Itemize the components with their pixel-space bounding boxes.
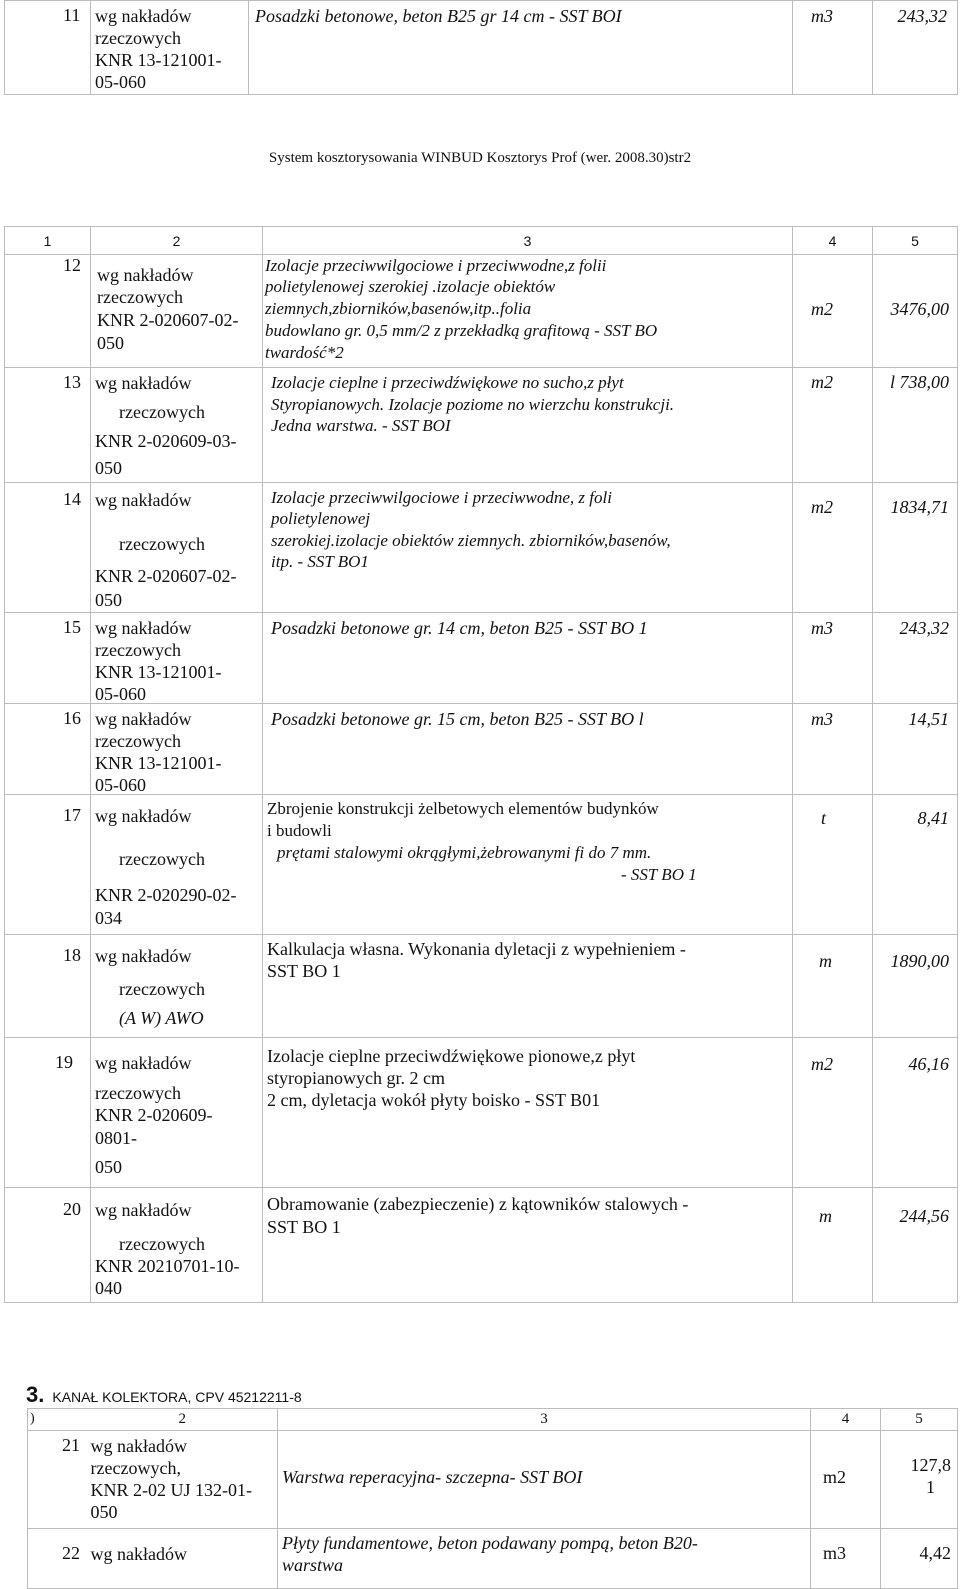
source-line: rzeczowych xyxy=(119,979,205,999)
source-cell xyxy=(91,1,249,95)
source-line: wg nakładów xyxy=(97,265,194,285)
unit-cell xyxy=(793,1,873,95)
lp: 17 xyxy=(63,805,81,825)
lp: 15 xyxy=(63,617,81,637)
quantity: l 738,00 xyxy=(889,372,949,392)
description-line: prętami stalowymi okrągłymi,żebrowanymi fi do 7 mm. xyxy=(277,843,652,862)
unit: m xyxy=(819,1206,832,1226)
source-line: 040 xyxy=(95,1278,122,1298)
source-line: wg nakładów xyxy=(90,1544,187,1564)
source-line: rzeczowych xyxy=(119,534,205,554)
unit: m2 xyxy=(811,497,833,517)
source-line: wg nakładów xyxy=(95,1200,192,1220)
column-header: 4 xyxy=(828,233,837,249)
source-line: 050 xyxy=(95,1157,122,1177)
source-line: wg nakładów xyxy=(95,490,192,510)
description-line: 2 cm, dyletacja wokół płyty boisko - SST B01 xyxy=(267,1090,601,1110)
source-line: KNR 13-121001- xyxy=(95,753,222,773)
table-row xyxy=(5,1188,958,1303)
source-line: 05-060 xyxy=(95,72,146,92)
description-line: polietylenowej xyxy=(271,509,371,528)
column-header: 3 xyxy=(540,1411,548,1427)
lp: 21 xyxy=(62,1435,80,1455)
source-line: 050 xyxy=(95,458,122,478)
column-header: 4 xyxy=(841,1411,850,1427)
source-line: KNR 2-020609- xyxy=(95,1105,213,1125)
description-line: szerokiej.izolacje obiektów ziemnych. zbiorników,basenów, xyxy=(271,531,671,550)
lp: 14 xyxy=(63,489,81,509)
description-cell xyxy=(249,1,793,95)
description-line: Jedna warstwa. - SST BOI xyxy=(271,416,451,435)
quantity: 8,41 xyxy=(917,808,949,828)
lp: 11 xyxy=(63,5,81,25)
column-header: 1 xyxy=(43,233,52,249)
quantity: 127,8 xyxy=(910,1455,951,1475)
source-line: rzeczowych xyxy=(95,28,181,48)
quantity: 243,32 xyxy=(897,6,947,26)
source-line: 050 xyxy=(95,590,122,610)
description-line: - SST BO 1 xyxy=(621,865,697,884)
table-header-row xyxy=(28,1409,958,1431)
source-line: 050 xyxy=(90,1502,118,1522)
source-line: rzeczowych, xyxy=(90,1458,181,1478)
table-row xyxy=(28,1431,958,1529)
unit: m2 xyxy=(811,372,833,392)
top-row-table xyxy=(4,0,958,95)
table-row xyxy=(5,935,958,1038)
source-line: rzeczowych xyxy=(97,287,183,307)
description-line: warstwa xyxy=(282,1555,344,1575)
description-line: Izolacje przeciwwilgociowe i przeciwwodne,z folii xyxy=(265,256,607,275)
source-line: rzeczowych xyxy=(95,640,181,660)
table-row xyxy=(5,1038,958,1188)
unit: t xyxy=(821,808,827,828)
description-line: Kalkulacja własna. Wykonania dyletacji z wypełnieniem - xyxy=(267,939,686,959)
source-line: wg nakładów xyxy=(95,6,192,26)
column-header: 5 xyxy=(915,1411,923,1427)
quantity: 14,51 xyxy=(908,709,949,729)
table-row xyxy=(28,1529,958,1589)
source-line: KNR 2-020607-02- xyxy=(95,566,237,586)
section-title: KANAŁ KOLEKTORA, CPV 45212211-8 xyxy=(52,1389,302,1405)
source-line: 050 xyxy=(97,333,124,353)
source-line: KNR 13-121001- xyxy=(95,662,222,682)
source-line: KNR 2-02 UJ 132-01- xyxy=(90,1480,252,1500)
lp: 19 xyxy=(55,1052,73,1072)
source-line: wg nakładów xyxy=(95,373,192,393)
lp: 18 xyxy=(63,945,81,965)
page-header: System kosztorysowania WINBUD Kosztorys Prof (wer. 2008.30)str2 xyxy=(268,150,692,166)
description-line: Obramowanie (zabezpieczenie) z kątowników stalowych - xyxy=(267,1194,689,1214)
quantity: 4,42 xyxy=(919,1543,951,1563)
unit: m3 xyxy=(811,6,833,26)
lp: 20 xyxy=(63,1199,81,1219)
quantity: 3476,00 xyxy=(890,299,949,319)
column-header: 5 xyxy=(911,233,919,249)
table-row xyxy=(5,368,958,483)
description-line: Zbrojenie konstrukcji żelbetowych elementów budynków xyxy=(267,799,659,818)
quantity: 1890,00 xyxy=(890,951,949,971)
source-line: rzeczowych xyxy=(119,1234,205,1254)
source-line: rzeczowych xyxy=(119,402,205,422)
description-line: SST BO 1 xyxy=(267,1217,341,1237)
source-line: KNR 13-121001- xyxy=(95,50,222,70)
description-line: budowlano gr. 0,5 mm/2 z przekładką grafitową - SST BO xyxy=(265,321,658,340)
source-line: (A W) AWO xyxy=(119,1008,204,1028)
description-line: ziemnych,zbiorników,basenów,itp..folia xyxy=(265,299,532,318)
source-line: rzeczowych xyxy=(95,731,181,751)
bottom-cost-table xyxy=(27,1408,958,1589)
section-number: 3. xyxy=(26,1382,45,1407)
table-row xyxy=(5,613,958,704)
lp: 22 xyxy=(62,1543,80,1563)
lp-cell xyxy=(5,1,91,95)
description-line: Posadzki betonowe gr. 15 cm, beton B25 - SST BO l xyxy=(271,709,644,729)
column-header: 2 xyxy=(178,1411,186,1427)
lp: 16 xyxy=(63,708,81,728)
description-line: SST BO 1 xyxy=(267,961,341,981)
unit: m3 xyxy=(811,709,833,729)
description-line: Izolacje cieplne i przeciwdźwiękowe no sucho,z płyt xyxy=(271,373,624,392)
description-line: Izolacje przeciwwilgociowe i przeciwwodne, z foli xyxy=(271,488,612,507)
source-line: 034 xyxy=(95,908,122,928)
source-line: KNR 2-020607-02- xyxy=(97,310,239,330)
unit: m2 xyxy=(811,299,833,319)
description-line: styropianowych gr. 2 cm xyxy=(267,1068,445,1088)
source-line: wg nakładów xyxy=(95,1053,192,1073)
description-line: polietylenowej szerokiej .izolacje obiektów xyxy=(265,277,556,296)
source-line: 05-060 xyxy=(95,775,146,795)
quantity: 46,16 xyxy=(908,1054,949,1074)
source-line: 05-060 xyxy=(95,684,146,704)
source-line: wg nakładów xyxy=(90,1436,187,1456)
source-line: rzeczowych xyxy=(95,1083,181,1103)
column-header: 2 xyxy=(172,233,181,249)
source-line: wg nakładów xyxy=(95,806,192,826)
unit: m2 xyxy=(823,1467,847,1487)
table-header-row xyxy=(5,227,958,255)
quantity: 1834,71 xyxy=(890,497,949,517)
source-line: wg nakładów xyxy=(95,946,192,966)
column-header: ) xyxy=(30,1411,35,1426)
source-line: KNR 2-020290-02- xyxy=(95,885,237,905)
table-row xyxy=(5,795,958,935)
source-line: 0801- xyxy=(95,1128,137,1148)
description-line: Warstwa reperacyjna- szczepna- SST BOI xyxy=(282,1467,583,1487)
quantity: 244,56 xyxy=(899,1206,949,1226)
lp: 12 xyxy=(63,255,81,275)
table-row xyxy=(5,704,958,795)
source-line: wg nakładów xyxy=(95,618,192,638)
description-line: i budowli xyxy=(267,821,332,840)
unit: m xyxy=(819,951,832,971)
quantity-cell xyxy=(873,1,958,95)
source-line: KNR 20210701-10- xyxy=(95,1256,240,1276)
column-header: 3 xyxy=(523,233,532,249)
source-line: wg nakładów xyxy=(95,709,192,729)
lp: 13 xyxy=(63,372,81,392)
source-line: KNR 2-020609-03- xyxy=(95,431,237,451)
description-line: Styropianowych. Izolacje poziome no wierzchu konstrukcji. xyxy=(271,395,675,414)
main-cost-table xyxy=(4,226,958,1303)
description-line: Posadzki betonowe gr. 14 cm, beton B25 - SST BO 1 xyxy=(271,618,648,638)
table-row xyxy=(5,255,958,368)
quantity: 243,32 xyxy=(899,618,949,638)
description: Posadzki betonowe, beton B25 gr 14 cm - SST BOI xyxy=(255,6,622,26)
unit: m2 xyxy=(811,1054,833,1074)
description-line: Izolacje cieplne przeciwdźwiękowe pionowe,z płyt xyxy=(267,1046,636,1066)
unit: m3 xyxy=(811,618,833,638)
description-line: Płyty fundamentowe, beton podawany pompą, beton B20- xyxy=(282,1533,698,1553)
description-line: twardość*2 xyxy=(265,343,344,362)
table-row xyxy=(5,483,958,613)
description-line: itp. - SST BO1 xyxy=(271,552,369,571)
unit: m3 xyxy=(823,1543,847,1563)
source-line: rzeczowych xyxy=(119,849,205,869)
quantity: 1 xyxy=(926,1477,935,1497)
section-heading xyxy=(26,1382,302,1408)
